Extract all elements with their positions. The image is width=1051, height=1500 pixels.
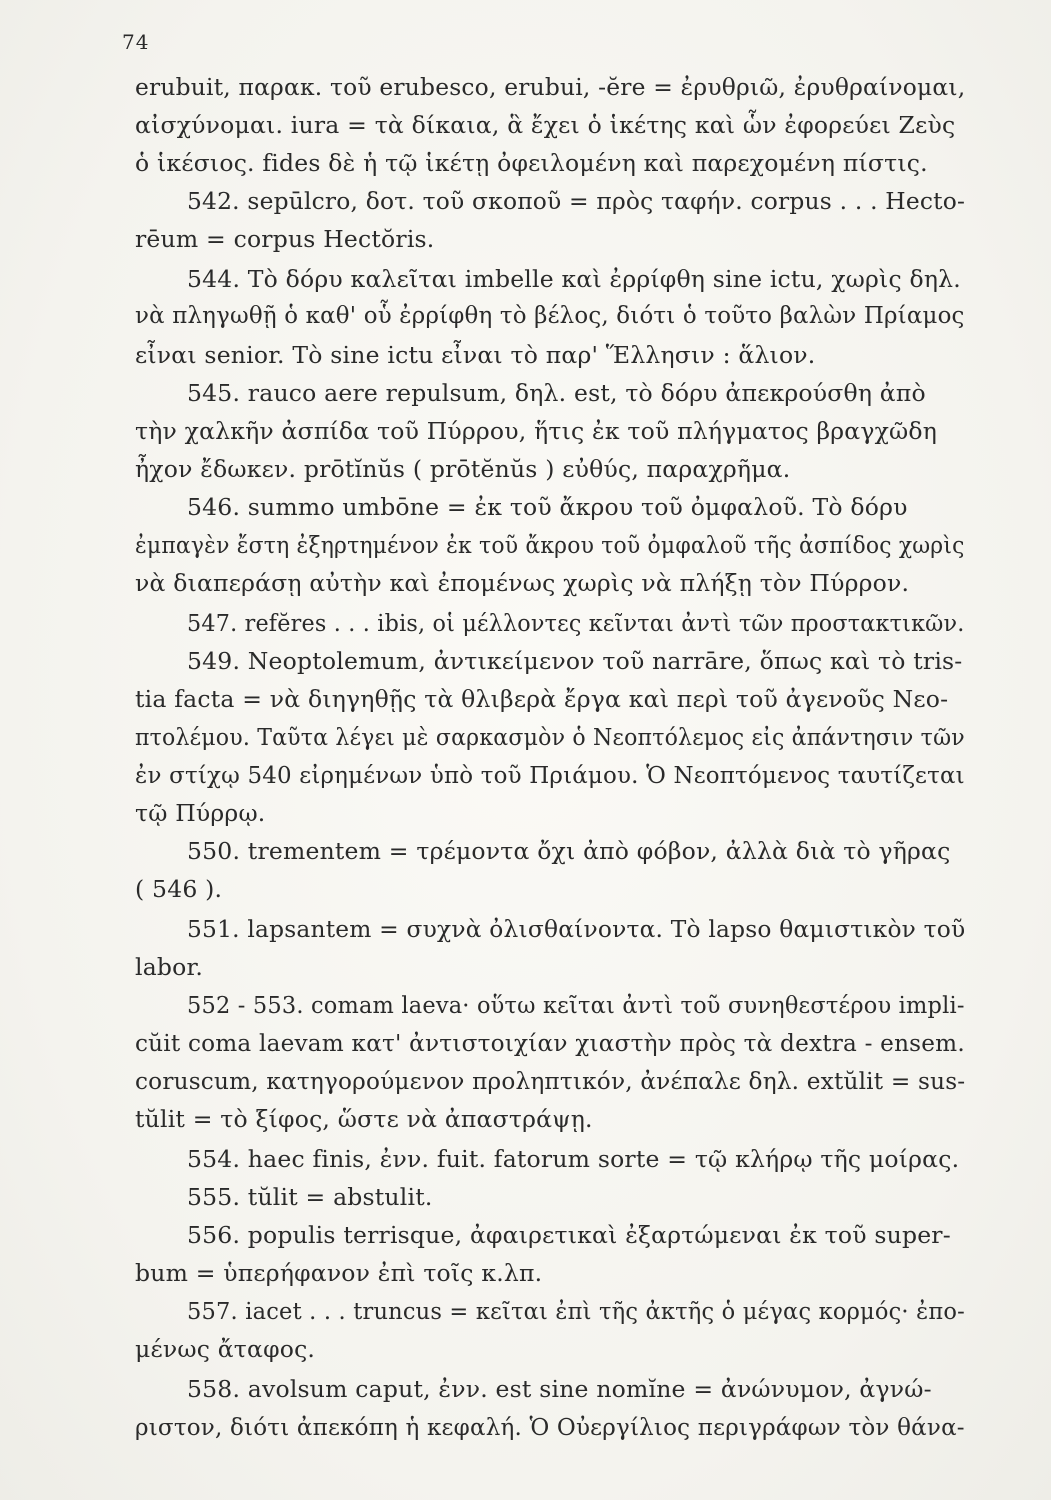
text-line: rēum = corpus Hectŏris. [135, 225, 435, 253]
text-line: 551. lapsantem = συχνὰ ὀλισθαίνοντα. Τὸ lapso θαμιστικὸν τοῦ [187, 915, 966, 943]
text-line: 555. tŭlit = abstulit. [187, 1183, 433, 1211]
text-line: ἐμπαγὲν ἔστη ἐξηρτημένον ἐκ τοῦ ἄκρου τοῦ ὀμφαλοῦ τῆς ἀσπίδος χωρὶς [135, 531, 965, 559]
text-line: coruscum, κατηγορούμενον προληπτικόν, ἀνέπαλε δηλ. extŭlit = sus- [135, 1067, 966, 1095]
text-line: 545. rauco aere repulsum, δηλ. est, τὸ δόρυ ἀπεκρούσθη ἀπὸ [187, 379, 926, 407]
text-line: 554. haec finis, ἐνν. fuit. fatorum sorte = τῷ κλήρῳ τῆς μοίρας. [187, 1145, 960, 1173]
text-line: 550. trementem = τρέμοντα ὄχι ἀπὸ φόβον, ἀλλὰ διὰ τὸ γῆρας [187, 837, 951, 865]
text-line: 546. summo umbōne = ἐκ τοῦ ἄκρου τοῦ ὀμφαλοῦ. Τὸ δόρυ [187, 493, 908, 521]
text-line: labor. [135, 953, 204, 981]
text-line: bum = ὑπερήφανον ἐπὶ τοῖς κ.λπ. [135, 1259, 543, 1287]
text-line: ριστον, διότι ἀπεκόπη ἡ κεφαλή. Ὁ Οὐεργίλιος περιγράφων τὸν θάνα- [135, 1413, 965, 1441]
text-line: αἰσχύνομαι. iura = τὰ δίκαια, ἃ ἔχει ὁ ἱκέτης καὶ ὧν ἐφορεύει Ζεὺς [135, 111, 956, 139]
text-line: tŭlit = τὸ ξίφος, ὥστε νὰ ἀπαστράψῃ. [135, 1105, 593, 1133]
text-line: erubuit, παρακ. τοῦ erubesco, erubui, -ĕre = ἐρυθριῶ, ἐρυθραίνομαι, [135, 73, 966, 101]
text-line: cŭit coma laevam κατ' ἀντιστοιχίαν χιαστὴν πρὸς τὰ dextra - ensem. [135, 1029, 965, 1057]
text-line: εἶναι senior. Τὸ sine ictu εἶναι τὸ παρ' Ἕλλησιν : ἅλιον. [135, 341, 816, 369]
text-line: ( 546 ). [135, 875, 223, 903]
text-line: τὴν χαλκῆν ἀσπίδα τοῦ Πύρρου, ἥτις ἐκ τοῦ πλήγματος βραγχῶδη [135, 417, 938, 445]
text-line: μένως ἄταφος. [135, 1335, 316, 1363]
text-line: 556. populis terrisque, ἀφαιρετικαὶ ἐξαρτώμεναι ἐκ τοῦ super- [187, 1221, 951, 1249]
text-line: 557. iacet . . . truncus = κεῖται ἐπὶ τῆς ἀκτῆς ὁ μέγας κορμός· ἐπο- [187, 1297, 965, 1325]
text-line: 547. refĕres . . . ibis, οἱ μέλλοντες κεῖνται ἀντὶ τῶν προστακτικῶν. [187, 609, 965, 637]
text-line: tia facta = νὰ διηγηθῇς τὰ θλιβερὰ ἔργα καὶ περὶ τοῦ ἀγενοῦς Νεο- [135, 685, 949, 713]
text-line: 544. Τὸ δόρυ καλεῖται imbelle καὶ ἐρρίφθη sine ictu, χωρὶς δηλ. [187, 265, 961, 293]
text-line: πτολέμου. Ταῦτα λέγει μὲ σαρκασμὸν ὁ Νεοπτόλεμος εἰς ἀπάντησιν τῶν [135, 723, 965, 751]
text-line: ἐν στίχῳ 540 εἰρημένων ὑπὸ τοῦ Πριάμου. Ὁ Νεοπτόμενος ταυτίζεται [135, 761, 965, 789]
text-line: 558. avolsum caput, ἐνν. est sine nomĭne = ἀνώνυμον, ἀγνώ- [187, 1375, 932, 1403]
text-line: νὰ διαπεράσῃ αὐτὴν καὶ ἐπομένως χωρὶς νὰ πλήξῃ τὸν Πύρρον. [135, 569, 910, 597]
text-line: νὰ πληγωθῇ ὁ καθ' οὗ ἐρρίφθη τὸ βέλος, διότι ὁ τοῦτο βαλὼν Πρίαμος [135, 301, 965, 329]
text-line: 552 - 553. comam laeva· οὕτω κεῖται ἀντὶ τοῦ συνηθεστέρου impli- [187, 991, 965, 1019]
text-line: 549. Neoptolemum, ἀντικείμενον τοῦ narrāre, ὅπως καὶ τὸ tris- [187, 647, 963, 675]
text-line: ἦχον ἔδωκεν. prōtĭnŭs ( prōtĕnŭs ) εὐθύς, παραχρῆμα. [135, 455, 791, 483]
text-line: 542. sepūlcro, δοτ. τοῦ σκοποῦ = πρὸς ταφήν. corpus . . . Hecto- [187, 187, 966, 215]
page-number: 74 [122, 30, 150, 54]
text-line: τῷ Πύρρῳ. [135, 799, 266, 827]
text-line: ὁ ἱκέσιος. fides δὲ ἡ τῷ ἱκέτῃ ὀφειλομένη καὶ παρεχομένη πίστις. [135, 149, 928, 177]
